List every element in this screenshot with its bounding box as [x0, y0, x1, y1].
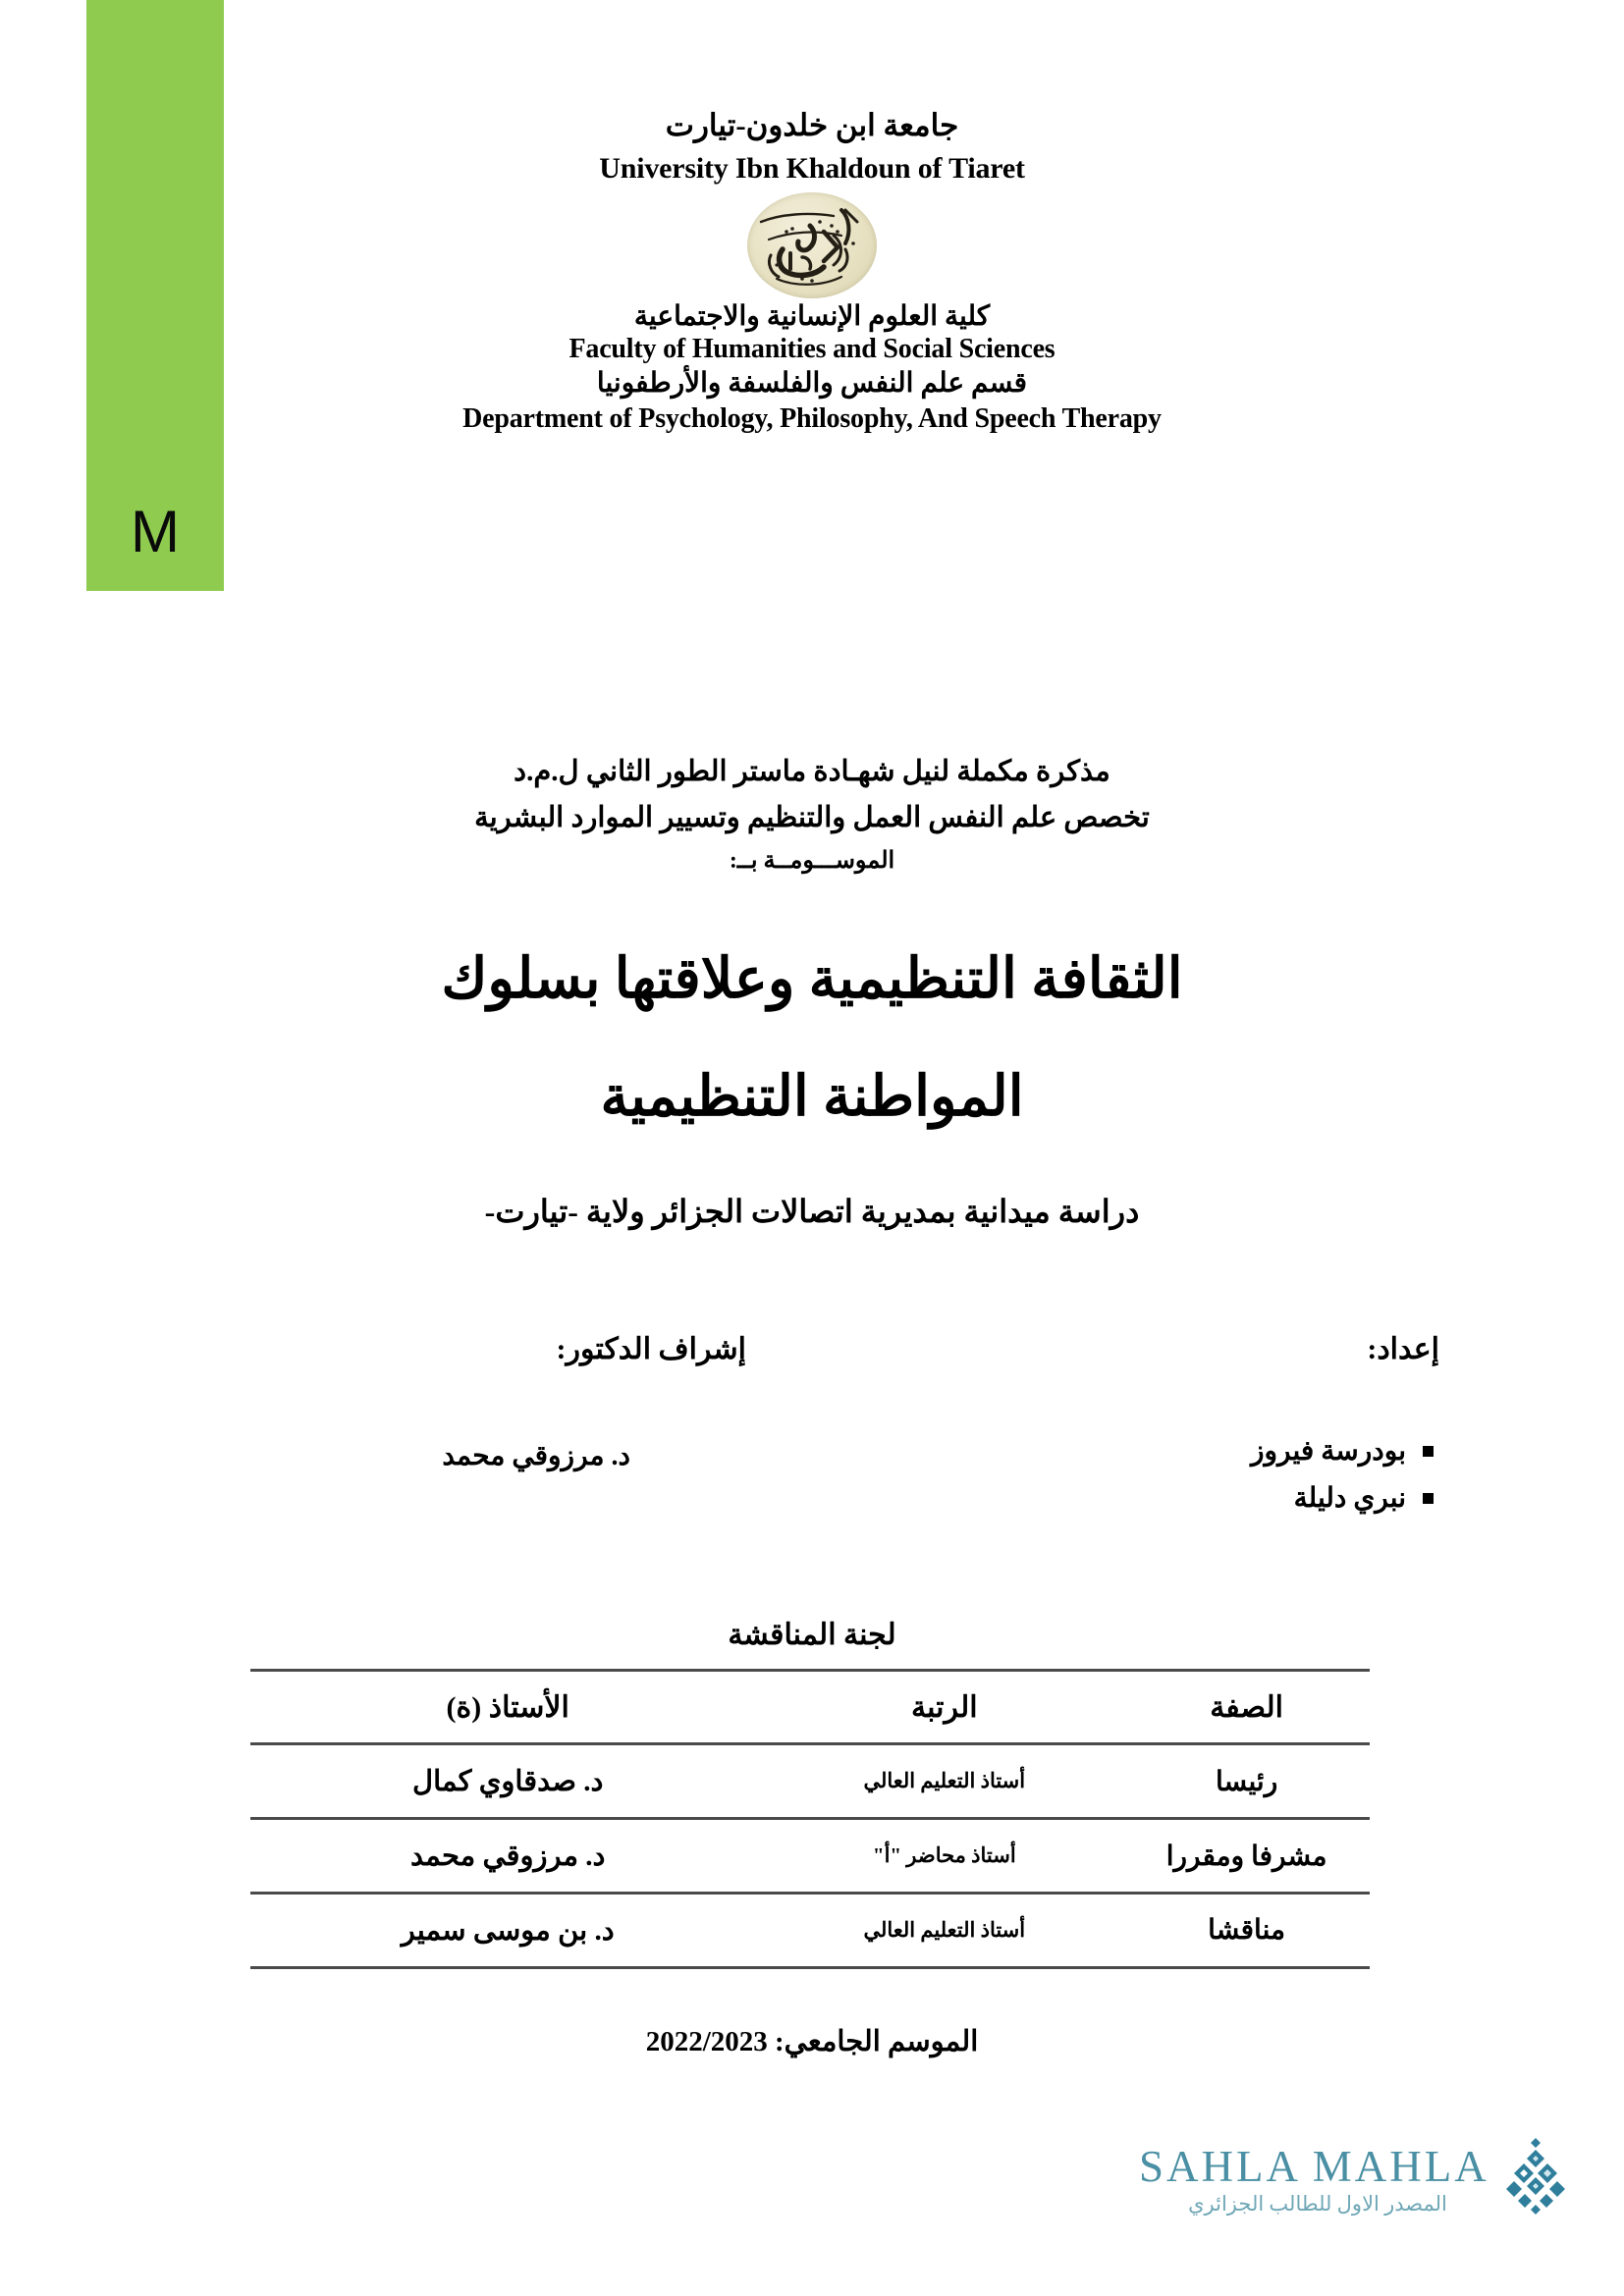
degree-statement-line1: مذكرة مكملة لنيل شهـادة ماستر الطور الثاني ل.م.د — [514, 756, 1110, 787]
author-list — [1251, 1428, 1439, 1522]
degree-statement-line2: تخصص علم النفس العمل والتنظيم وتسيير الموارد البشرية — [474, 802, 1150, 833]
supervisor-name: د. مرزوقي محمد — [442, 1441, 630, 1471]
list-item: بودرسة فيروز — [1251, 1428, 1439, 1475]
jury-name: د. بن موسى سمير — [250, 1894, 765, 1968]
jury-rank: أستاذ التعليم العالي — [765, 1744, 1123, 1819]
department-name-english: Department of Psychology, Philosophy, And Speech Therapy — [462, 403, 1162, 434]
academic-year: الموسم الجامعي: 2022/2023 — [645, 2026, 979, 2057]
table-row — [250, 1894, 1370, 1968]
university-seal-wrapper — [0, 192, 1624, 303]
thesis-title-line1: الثقافة التنظيمية وعلاقتها بسلوك — [441, 948, 1183, 1010]
jury-section-title: لجنة المناقشة — [728, 1619, 896, 1651]
jury-table — [250, 1669, 1370, 1969]
column-header-role: الصفة — [1123, 1671, 1370, 1744]
jury-rank: أستاذ محاضر "أ" — [765, 1819, 1123, 1894]
university-name-english: University Ibn Khaldoun of Tiaret — [599, 152, 1025, 185]
jury-name: د. مرزوقي محمد — [250, 1819, 765, 1894]
jury-name: د. صدقاوي كمال — [250, 1744, 765, 1819]
column-header-name: الأستاذ (ة) — [250, 1671, 765, 1744]
watermark-brand-name: SAHLA MAHLA — [1139, 2141, 1489, 2191]
thesis-title-line2: المواطنة التنظيمية — [600, 1066, 1024, 1128]
supervisor-label: إشراف الدكتور: — [556, 1333, 746, 1365]
list-item: نبري دليلة — [1251, 1475, 1439, 1522]
department-name-arabic: قسم علم النفس والفلسفة والأرطفونيا — [596, 368, 1028, 399]
column-header-rank: الرتبة — [765, 1671, 1123, 1744]
university-name-arabic: جامعة ابن خلدون-تيارت — [665, 108, 959, 142]
watermark — [1139, 2138, 1561, 2222]
faculty-name-arabic: كلية العلوم الإنسانية والاجتماعية — [633, 301, 991, 332]
table-row — [250, 1819, 1370, 1894]
university-seal-icon — [747, 192, 877, 298]
jury-rank: أستاذ التعليم العالي — [765, 1894, 1123, 1968]
thesis-subtitle: دراسة ميدانية بمديرية اتصالات الجزائر ولاية -تيارت- — [484, 1194, 1140, 1229]
table-row — [250, 1744, 1370, 1819]
marker-letter: M — [131, 499, 180, 564]
jury-role: مشرفا ومقررا — [1123, 1819, 1370, 1894]
table-header-row — [250, 1671, 1370, 1744]
jury-role: رئيسا — [1123, 1744, 1370, 1819]
faculty-name-english: Faculty of Humanities and Social Sciences — [568, 334, 1056, 364]
watermark-diamond-icon — [1496, 2138, 1567, 2222]
prepared-by-label: إعداد: — [1367, 1333, 1439, 1365]
watermark-tagline: المصدر الاول للطالب الجزائري — [1188, 2192, 1447, 2216]
degree-statement-line3: الموســـومــة بــ: — [729, 848, 895, 874]
jury-role: مناقشا — [1123, 1893, 1370, 1967]
